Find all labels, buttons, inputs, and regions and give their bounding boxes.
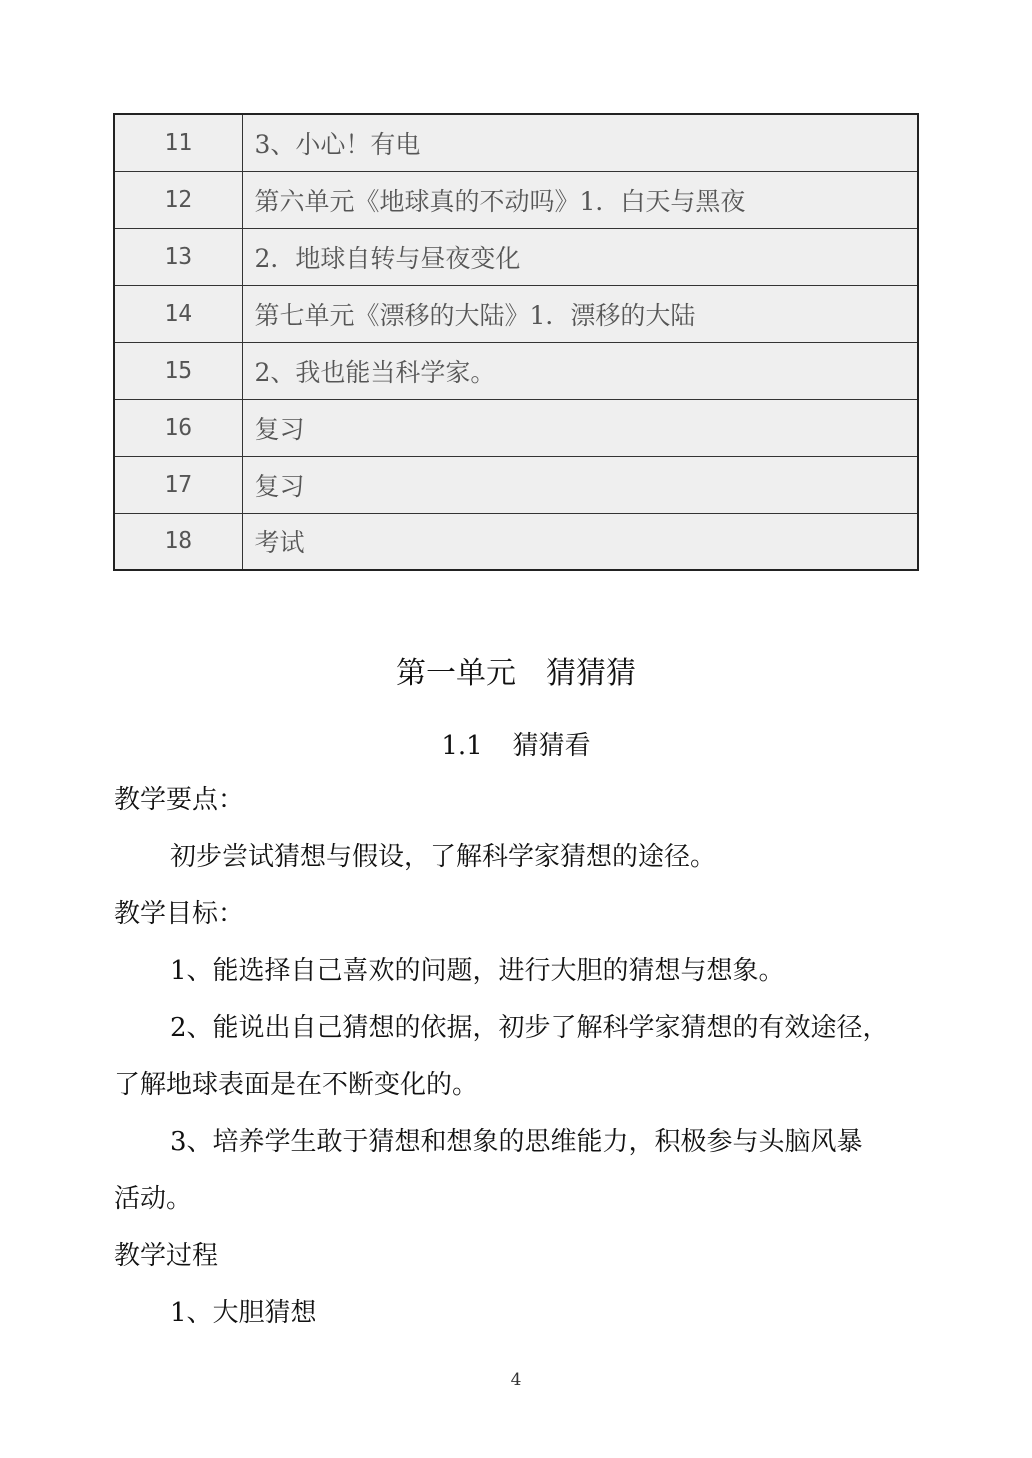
week-cell: 13 — [114, 228, 242, 285]
topic-cell: 复习 — [242, 456, 918, 513]
week-cell: 16 — [114, 399, 242, 456]
topic-cell: 复习 — [242, 399, 918, 456]
table-row — [114, 513, 918, 570]
table-row — [114, 456, 918, 513]
table-row — [114, 285, 918, 342]
week-cell: 17 — [114, 456, 242, 513]
lesson-name: 猜猜看 — [512, 731, 591, 761]
objective-3-line1: 3、培养学生敢于猜想和想象的思维能力，积极参与头脑风暴 — [170, 1127, 863, 1157]
topic-cell: 2、我也能当科学家。 — [242, 342, 918, 399]
objective-2-line1: 2、能说出自己猜想的依据，初步了解科学家猜想的有效途径， — [170, 1013, 889, 1043]
process-step-1: 1、大胆猜想 — [170, 1298, 317, 1328]
unit-name: 猜猜猜 — [546, 656, 636, 691]
objective-1: 1、能选择自己喜欢的问题，进行大胆的猜想与想象。 — [170, 956, 785, 986]
schedule-table — [113, 113, 919, 571]
process-heading: 教学过程 — [114, 1241, 219, 1271]
objective-2-line2: 了解地球表面是在不断变化的。 — [114, 1070, 479, 1100]
topic-cell: 第六单元《地球真的不动吗》1．白天与黑夜 — [242, 171, 918, 228]
table-row — [114, 228, 918, 285]
objective-3-line2: 活动。 — [114, 1184, 193, 1214]
week-cell: 12 — [114, 171, 242, 228]
topic-cell: 2．地球自转与昼夜变化 — [242, 228, 918, 285]
table-row — [114, 114, 918, 171]
key-points-heading: 教学要点： — [114, 785, 245, 815]
table-row — [114, 171, 918, 228]
key-points-text: 初步尝试猜想与假设，了解科学家猜想的途径。 — [170, 842, 717, 872]
week-cell: 18 — [114, 513, 242, 570]
week-cell: 11 — [114, 114, 242, 171]
week-cell: 15 — [114, 342, 242, 399]
topic-cell: 3、小心！有电 — [242, 114, 918, 171]
unit-title — [0, 648, 1032, 692]
lesson-number: 1.1 — [441, 731, 483, 761]
topic-cell: 第七单元《漂移的大陆》1．漂移的大陆 — [242, 285, 918, 342]
table-row — [114, 399, 918, 456]
week-cell: 14 — [114, 285, 242, 342]
table-row — [114, 342, 918, 399]
objectives-heading: 教学目标： — [114, 899, 245, 929]
page-number: 4 — [510, 1370, 522, 1390]
topic-cell: 考试 — [242, 513, 918, 570]
unit-number: 第一单元 — [396, 656, 516, 691]
lesson-title — [0, 725, 1032, 762]
